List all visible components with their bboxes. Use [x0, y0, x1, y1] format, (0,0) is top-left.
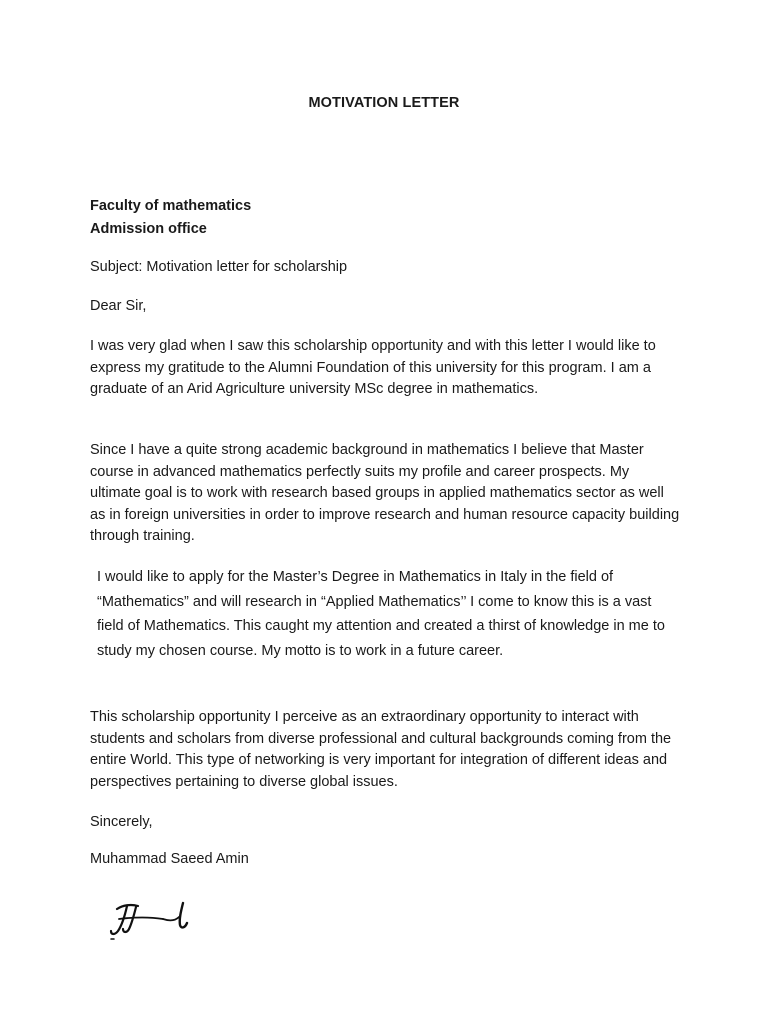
recipient-office: Admission office [90, 221, 207, 237]
paragraph-3: I would like to apply for the Master’s Degree in Mathematics in Italy in the field of “Mathematics” and will research in “Applied Mathematics’’ I come to know this is a vast field of Mathematics. This caught my attention and created a thirst of knowledge in me to study my chosen course. My motto is to work in a future career. [97, 569, 665, 659]
salutation: Dear Sir, [90, 298, 147, 314]
paragraph-1: I was very glad when I saw this scholarship opportunity and with this letter I would like to express my gratitude to the Alumni Foundation of this university for this program. I am a graduate of an Arid Agriculture university MSc degree in mathematics. [90, 338, 656, 397]
subject-line: Subject: Motivation letter for scholarship [90, 259, 348, 275]
closing: Sincerely, [90, 814, 153, 830]
signer-name: Muhammad Saeed Amin [90, 851, 249, 867]
recipient-block [90, 195, 251, 241]
letter-title: MOTIVATION LETTER [308, 95, 460, 111]
recipient-faculty: Faculty of mathematics [90, 198, 252, 214]
handwritten-signature [105, 895, 200, 945]
paragraph-2: Since I have a quite strong academic background in mathematics I believe that Master course in advanced mathematics perfectly suits my profile and career prospects. My ultimate goal is to work with research based groups in applied mathematics sector as well as in foreign universities in order to improve research and human resource capacity building through training. [90, 442, 680, 544]
paragraph-4: This scholarship opportunity I perceive as an extraordinary opportunity to interact with students and scholars from diverse professional and cultural backgrounds coming from the entire World. This type of networking is very important for integration of different ideas and perspectives pertaining to diverse global issues. [90, 709, 672, 790]
